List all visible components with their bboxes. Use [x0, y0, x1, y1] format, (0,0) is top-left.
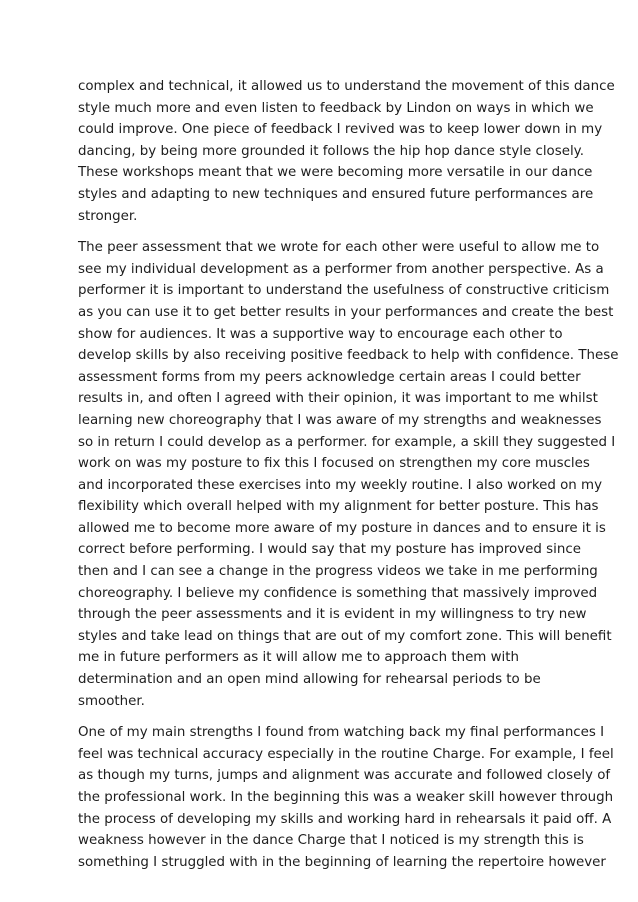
text-line: performer it is important to understand the usefulness of constructive criticism — [78, 283, 610, 299]
paragraph-workshops — [78, 76, 615, 227]
text-line: through the peer assessments and it is evident in my willingness to try new — [78, 607, 587, 623]
text-line: develop skills by also receiving positive feedback to help with confidence. These — [78, 348, 619, 364]
text-line: and incorporated these exercises into my weekly routine. I also worked on my — [78, 477, 603, 493]
text-line: see my individual development as a performer from another perspective. As a — [78, 261, 604, 277]
text-line: the professional work. In the beginning this was a weaker skill however through — [78, 790, 614, 805]
text-line: work on was my posture to fix this I focused on strengthen my core muscles — [78, 456, 590, 472]
text-line: learning new choreography that I was aware of my strengths and weaknesses — [78, 412, 602, 428]
text-line: as you can use it to get better results in your performances and create the best — [78, 304, 614, 320]
text-line: then and I can see a change in the progress videos we take in me performing — [78, 564, 598, 580]
text-line: style much more and even listen to feedback by Lindon on ways in which we — [78, 100, 594, 116]
text-line: so in return I could develop as a performer. for example, a skill they suggested I — [78, 434, 616, 450]
text-line: styles and adapting to new techniques and ensured future performances are — [78, 186, 594, 202]
text-line: dancing, by being more grounded it follows the hip hop dance style closely. — [78, 143, 584, 159]
text-line: me in future performers as it will allow me to approach them with — [78, 650, 520, 666]
text-line: show for audiences. It was a supportive way to encourage each other to — [78, 326, 563, 342]
paragraph-peer-assessment — [78, 237, 619, 712]
text-line: as though my turns, jumps and alignment was accurate and followed closely of — [78, 768, 611, 784]
text-line: smoother. — [78, 693, 145, 709]
text-line: feel was technical accuracy especially in the routine Charge. For example, I feel — [78, 746, 614, 762]
text-line: choreography. I believe my confidence is something that massively improved — [78, 585, 598, 601]
text-line: results in, and often I agreed with their opinion, it was important to me whilst — [78, 391, 598, 407]
text-line: determination and an open mind allowing for rehearsal periods to be — [78, 672, 541, 688]
text-line: something I struggled with in the beginning of learning the repertoire however — [78, 854, 606, 870]
text-line: The peer assessment that we wrote for each other were useful to allow me to — [78, 240, 600, 256]
text-line: These workshops meant that we were becoming more versatile in our dance — [78, 165, 593, 181]
paragraph-strengths — [78, 722, 614, 873]
text-line: One of my main strengths I found from watching back my final performances I — [78, 725, 605, 741]
text-line: flexibility which overall helped with my alignment for better posture. This has — [78, 499, 599, 515]
text-line: assessment forms from my peers acknowledge certain areas I could better — [78, 369, 581, 385]
text-line: weakness however in the dance Charge that I noticed is my strength this is — [78, 833, 584, 849]
text-line: correct before performing. I would say that my posture has improved since — [78, 542, 581, 558]
text-line: the process of developing my skills and working hard in rehearsals it paid off. A — [78, 811, 612, 827]
text-line: complex and technical, it allowed us to understand the movement of this dance — [78, 79, 615, 94]
text-line: stronger. — [78, 208, 138, 224]
document-body — [78, 76, 619, 883]
text-line: could improve. One piece of feedback I revived was to keep lower down in my — [78, 122, 603, 138]
text-line: styles and take lead on things that are out of my comfort zone. This will benefit — [78, 628, 612, 644]
text-line: allowed me to become more aware of my posture in dances and to ensure it is — [78, 520, 606, 536]
